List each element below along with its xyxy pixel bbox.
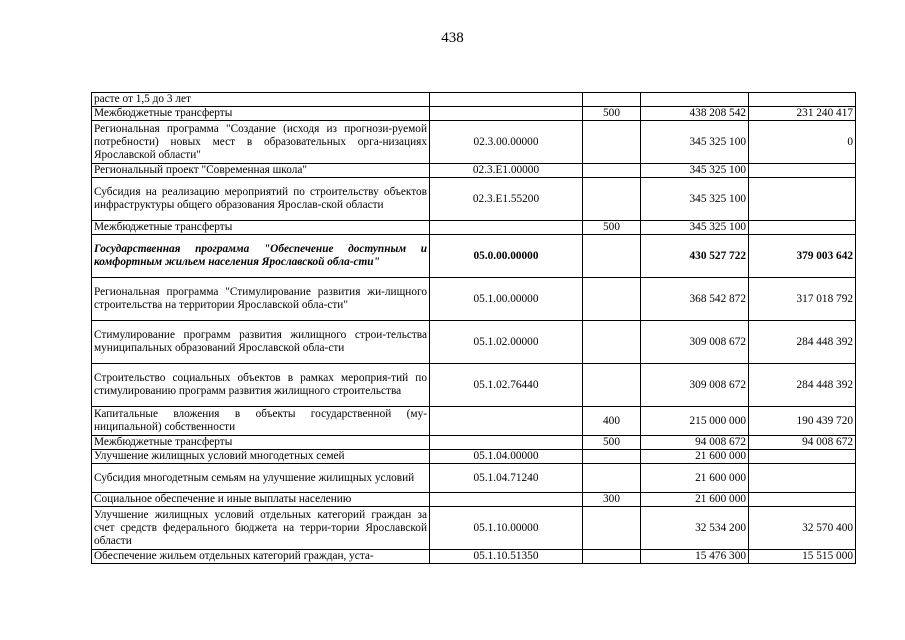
table-row bbox=[92, 164, 856, 178]
page-number: 438 bbox=[441, 30, 464, 46]
budget-table bbox=[91, 92, 856, 564]
row-amount-year2 bbox=[749, 221, 856, 235]
row-expense-type bbox=[583, 164, 641, 178]
row-amount-year1: 15 476 300 bbox=[641, 550, 749, 564]
row-code: 05.0.00.00000 bbox=[430, 235, 583, 278]
row-expense-type bbox=[583, 93, 641, 107]
row-code bbox=[430, 107, 583, 121]
row-code: 02.3.Е1.00000 bbox=[430, 164, 583, 178]
row-expense-type bbox=[583, 464, 641, 493]
row-amount-year1: 345 325 100 bbox=[641, 121, 749, 164]
row-name: Стимулирование программ развития жилищного строи-тельства муниципальных образований Ярославской обла-сти bbox=[92, 321, 430, 364]
row-amount-year2: 190 439 720 bbox=[749, 407, 856, 436]
table-row bbox=[92, 364, 856, 407]
table-row bbox=[92, 278, 856, 321]
row-name: Строительство социальных объектов в рамках мероприя-тий по стимулированию программ развития жилищного строительства bbox=[92, 364, 430, 407]
row-expense-type: 500 bbox=[583, 221, 641, 235]
row-name: Региональная программа "Стимулирование развития жи-лищного строительства на территории Ярославской обла-сти" bbox=[92, 278, 430, 321]
row-expense-type bbox=[583, 450, 641, 464]
row-amount-year2 bbox=[749, 450, 856, 464]
row-expense-type bbox=[583, 321, 641, 364]
row-code bbox=[430, 221, 583, 235]
row-code: 05.1.10.00000 bbox=[430, 507, 583, 550]
row-name: Региональный проект "Современная школа" bbox=[92, 164, 430, 178]
row-amount-year1: 438 208 542 bbox=[641, 107, 749, 121]
row-amount-year1: 368 542 872 bbox=[641, 278, 749, 321]
row-code: 05.1.04.00000 bbox=[430, 450, 583, 464]
budget-table-body bbox=[92, 93, 856, 564]
table-row bbox=[92, 407, 856, 436]
row-code: 05.1.00.00000 bbox=[430, 278, 583, 321]
row-amount-year2: 317 018 792 bbox=[749, 278, 856, 321]
row-name: Обеспечение жильем отдельных категорий граждан, уста- bbox=[92, 550, 430, 564]
row-amount-year1 bbox=[641, 93, 749, 107]
table-row bbox=[92, 107, 856, 121]
table-row bbox=[92, 321, 856, 364]
table-row bbox=[92, 450, 856, 464]
row-name: Межбюджетные трансферты bbox=[92, 436, 430, 450]
row-amount-year2: 94 008 672 bbox=[749, 436, 856, 450]
table-row bbox=[92, 235, 856, 278]
row-amount-year1: 430 527 722 bbox=[641, 235, 749, 278]
table-row bbox=[92, 436, 856, 450]
table-row bbox=[92, 550, 856, 564]
row-code: 05.1.10.51350 bbox=[430, 550, 583, 564]
row-name: Межбюджетные трансферты bbox=[92, 221, 430, 235]
row-amount-year1: 21 600 000 bbox=[641, 464, 749, 493]
row-code: 05.1.02.76440 bbox=[430, 364, 583, 407]
row-amount-year1: 32 534 200 bbox=[641, 507, 749, 550]
row-amount-year1: 309 008 672 bbox=[641, 321, 749, 364]
row-amount-year2 bbox=[749, 178, 856, 221]
row-name: Улучшение жилищных условий отдельных категорий граждан за счет средств федерального бюджета на терри-тории Ярославской области bbox=[92, 507, 430, 550]
table-row bbox=[92, 464, 856, 493]
row-name: Улучшение жилищных условий многодетных семей bbox=[92, 450, 430, 464]
table-row bbox=[92, 493, 856, 507]
row-name: расте от 1,5 до 3 лет bbox=[92, 93, 430, 107]
row-expense-type: 500 bbox=[583, 436, 641, 450]
row-amount-year2: 15 515 000 bbox=[749, 550, 856, 564]
row-amount-year2 bbox=[749, 164, 856, 178]
row-code: 05.1.04.71240 bbox=[430, 464, 583, 493]
row-expense-type bbox=[583, 278, 641, 321]
table-row bbox=[92, 121, 856, 164]
row-code bbox=[430, 436, 583, 450]
row-code bbox=[430, 493, 583, 507]
row-code: 02.3.Е1.55200 bbox=[430, 178, 583, 221]
table-row bbox=[92, 507, 856, 550]
row-amount-year1: 21 600 000 bbox=[641, 493, 749, 507]
row-amount-year1: 345 325 100 bbox=[641, 164, 749, 178]
row-amount-year2 bbox=[749, 464, 856, 493]
row-expense-type bbox=[583, 550, 641, 564]
row-amount-year1: 309 008 672 bbox=[641, 364, 749, 407]
row-name: Региональная программа "Создание (исходя из прогнози-руемой потребности) новых мест в образовательных орга-низациях Ярославской области" bbox=[92, 121, 430, 164]
row-name: Капитальные вложения в объекты государственной (му-ниципальной) собственности bbox=[92, 407, 430, 436]
row-amount-year1: 215 000 000 bbox=[641, 407, 749, 436]
row-amount-year2 bbox=[749, 493, 856, 507]
row-expense-type: 400 bbox=[583, 407, 641, 436]
row-expense-type bbox=[583, 121, 641, 164]
row-amount-year2: 32 570 400 bbox=[749, 507, 856, 550]
row-amount-year2: 231 240 417 bbox=[749, 107, 856, 121]
row-amount-year2: 0 bbox=[749, 121, 856, 164]
row-expense-type bbox=[583, 178, 641, 221]
row-expense-type bbox=[583, 235, 641, 278]
row-amount-year2: 379 003 642 bbox=[749, 235, 856, 278]
table-row bbox=[92, 93, 856, 107]
row-name: Социальное обеспечение и иные выплаты населению bbox=[92, 493, 430, 507]
row-expense-type: 300 bbox=[583, 493, 641, 507]
row-name: Государственная программа "Обеспечение доступным и комфортным жильем населения Ярославской обла-сти" bbox=[92, 235, 430, 278]
table-row bbox=[92, 178, 856, 221]
row-name: Межбюджетные трансферты bbox=[92, 107, 430, 121]
row-amount-year1: 94 008 672 bbox=[641, 436, 749, 450]
row-expense-type bbox=[583, 364, 641, 407]
row-code bbox=[430, 93, 583, 107]
row-expense-type: 500 bbox=[583, 107, 641, 121]
table-row bbox=[92, 221, 856, 235]
row-amount-year2: 284 448 392 bbox=[749, 364, 856, 407]
row-amount-year2 bbox=[749, 93, 856, 107]
row-code: 05.1.02.00000 bbox=[430, 321, 583, 364]
row-amount-year1: 345 325 100 bbox=[641, 178, 749, 221]
row-amount-year1: 345 325 100 bbox=[641, 221, 749, 235]
row-amount-year1: 21 600 000 bbox=[641, 450, 749, 464]
row-name: Субсидия на реализацию мероприятий по строительству объектов инфраструктуры общего образования Ярослав-ской области bbox=[92, 178, 430, 221]
row-code bbox=[430, 407, 583, 436]
row-code: 02.3.00.00000 bbox=[430, 121, 583, 164]
row-name: Субсидия многодетным семьям на улучшение жилищных условий bbox=[92, 464, 430, 493]
row-expense-type bbox=[583, 507, 641, 550]
row-amount-year2: 284 448 392 bbox=[749, 321, 856, 364]
